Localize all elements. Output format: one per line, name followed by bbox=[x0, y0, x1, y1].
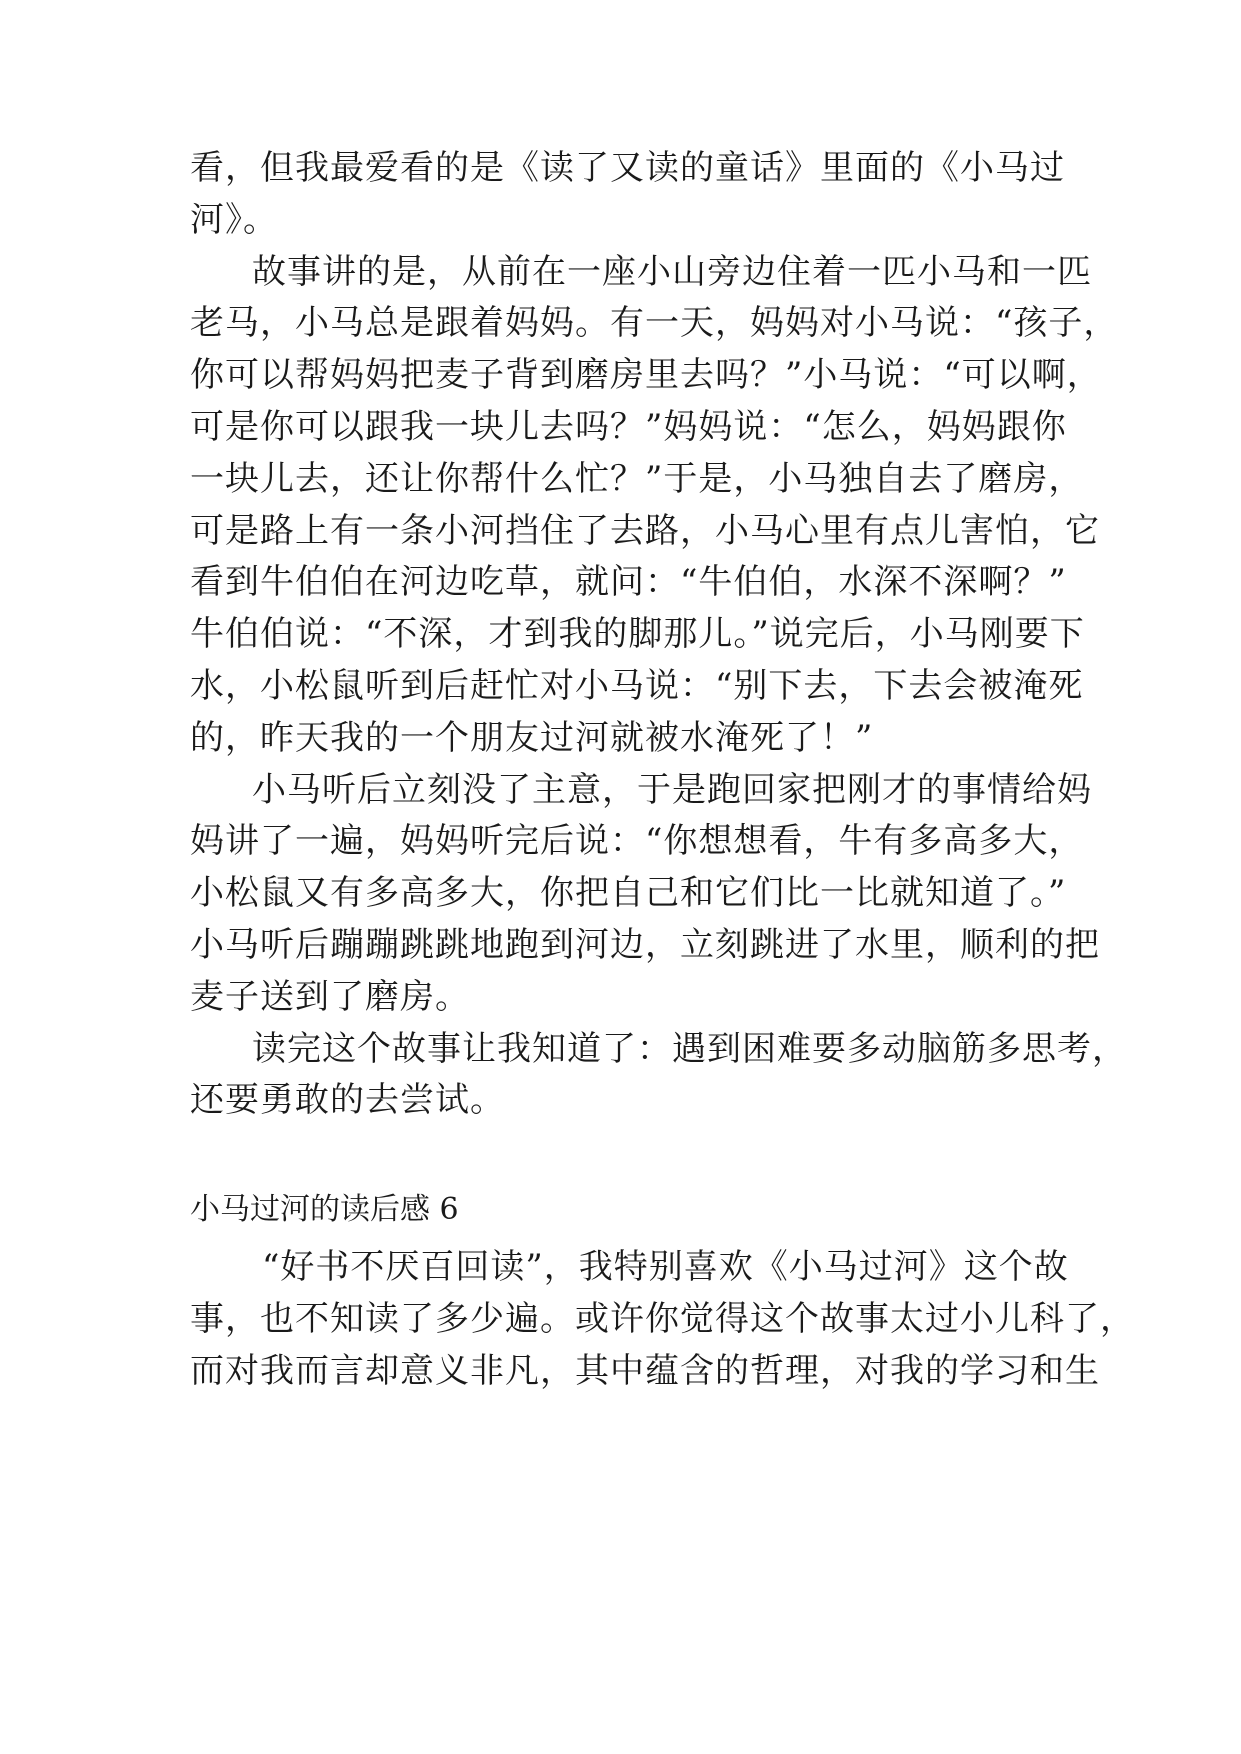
text-line: 故事讲的是，从前在一座小山旁边住着一匹小马和一匹 bbox=[252, 252, 1092, 292]
text-line: 可是路上有一条小河挡住了去路，小马心里有点儿害怕，它 bbox=[190, 511, 1100, 551]
text-line: 妈讲了一遍，妈妈听完后说：“你想想看，牛有多高多大， bbox=[190, 821, 1084, 861]
text-line: 河》。 bbox=[190, 200, 278, 240]
text-line: 水，小松鼠听到后赶忙对小马说：“别下去，下去会被淹死 bbox=[190, 666, 1084, 706]
text-line: 看，但我最爱看的是《读了又读的童话》里面的《小马过 bbox=[190, 148, 1065, 188]
text-line: 可是你可以跟我一块儿去吗？”妈妈说：“怎么，妈妈跟你 bbox=[190, 407, 1067, 447]
text-line: 看到牛伯伯在河边吃草，就问：“牛伯伯，水深不深啊？” bbox=[190, 562, 1067, 602]
text-line: 小马听后蹦蹦跳跳地跑到河边，立刻跳进了水里，顺利的把 bbox=[190, 925, 1100, 965]
text-line: 而对我而言却意义非凡，其中蕴含的哲理，对我的学习和生 bbox=[190, 1351, 1100, 1391]
section-heading: 小马过河的读后感 6 bbox=[190, 1192, 459, 1227]
text-line: 老马，小马总是跟着妈妈。有一天，妈妈对小马说：“孩子， bbox=[190, 303, 1119, 343]
text-line: “好书不厌百回读”，我特别喜欢《小马过河》这个故 bbox=[262, 1247, 1069, 1287]
text-line: 牛伯伯说：“不深，才到我的脚那儿。”说完后，小马刚要下 bbox=[190, 614, 1085, 654]
text-line: 麦子送到了磨房。 bbox=[190, 977, 470, 1017]
text-line: 小松鼠又有多高多大，你把自己和它们比一比就知道了。” bbox=[190, 873, 1067, 913]
text-line: 小马听后立刻没了主意，于是跑回家把刚才的事情给妈 bbox=[252, 770, 1092, 810]
text-line: 你可以帮妈妈把麦子背到磨房里去吗？”小马说：“可以啊， bbox=[190, 355, 1102, 395]
text-line: 读完这个故事让我知道了：遇到困难要多动脑筋多思考， bbox=[252, 1029, 1127, 1069]
text-line: 事，也不知读了多少遍。或许你觉得这个故事太过小儿科了， bbox=[190, 1299, 1135, 1339]
text-line: 还要勇敢的去尝试。 bbox=[190, 1080, 505, 1120]
text-line: 的，昨天我的一个朋友过河就被水淹死了！” bbox=[190, 718, 874, 758]
text-line: 一块儿去，还让你帮什么忙？”于是，小马独自去了磨房， bbox=[190, 459, 1084, 499]
